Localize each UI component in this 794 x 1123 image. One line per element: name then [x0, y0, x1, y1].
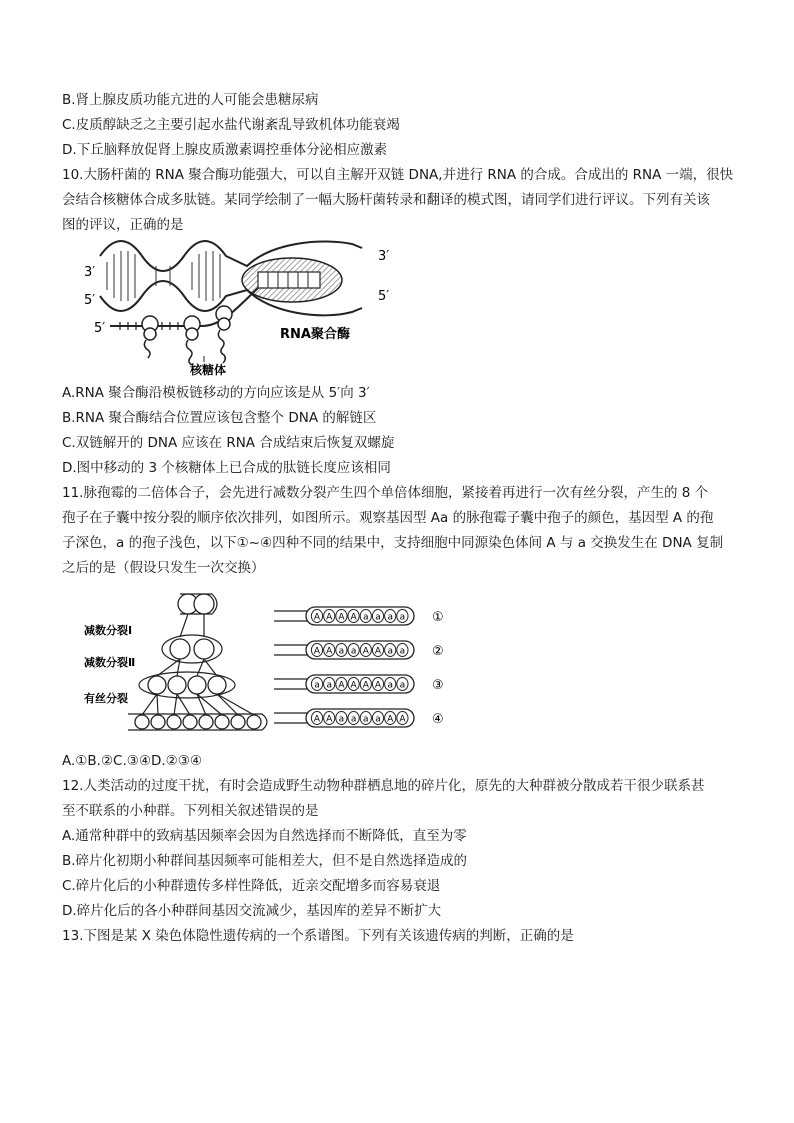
spore-label: a	[338, 714, 345, 725]
q10-option-a: A.RNA 聚合酶沿模板链移动的方向应该是从 5′向 3′	[62, 385, 370, 401]
label-3prime-left: 3′	[84, 265, 96, 280]
spore-label: a	[314, 680, 320, 691]
spore-label: A	[374, 680, 382, 691]
spore-label: a	[399, 612, 406, 623]
spore-label: A	[350, 612, 357, 623]
q9-option-b: B.肾上腺皮质功能亢进的人可能会患糖尿病	[62, 92, 319, 108]
q10-option-d: D.图中移动的 3 个核糖体上已合成的肽链长度应该相同	[62, 460, 391, 476]
spore-label: a	[326, 680, 332, 691]
spore-label: a	[350, 646, 357, 657]
rna-dna-hybrid	[258, 272, 320, 288]
q11-stem-line-4: 之后的是（假设只发生一次交换）	[62, 560, 265, 576]
spore-label: A	[313, 646, 321, 657]
spore-label: a	[375, 612, 381, 623]
transcription-translation-figure	[62, 238, 397, 378]
dna-base-pairs	[107, 251, 220, 301]
q12-option-d: D.碎片化后的各小种群间基因交流减少，基因库的差异不断扩大	[62, 903, 442, 919]
label-ribosome: 核糖体	[190, 363, 227, 377]
asci-group	[274, 607, 444, 727]
q11-options: A.①B.②C.③④D.②③④	[62, 753, 202, 769]
ascus-4	[274, 709, 444, 727]
spore-label: a	[387, 646, 393, 657]
spore-label: a	[387, 680, 393, 691]
ascus-stalk	[274, 679, 308, 689]
q10-option-c: C.双链解开的 DNA 应该在 RNA 合成结束后恢复双螺旋	[62, 435, 395, 451]
q9-option-c: C.皮质醇缺乏之主要引起水盐代谢紊乱导致机体功能衰竭	[62, 117, 400, 133]
spore-label: A	[326, 612, 333, 623]
ascus-stalk	[274, 645, 308, 655]
spore-label: a	[375, 714, 381, 725]
q11-stem-line-1: 11.脉孢霉的二倍体合子，会先进行减数分裂产生四个单倍体细胞，紧接着再进行一次有丝分裂，产生的 8 个	[62, 485, 709, 501]
spore-label: A	[387, 714, 394, 725]
q12-stem-line-2: 至不联系的小种群。下列相关叙述错误的是	[62, 803, 319, 819]
spore-label: A	[338, 680, 345, 691]
ribosome-2	[184, 316, 200, 365]
q10-stem-line-3: 图的评议，正确的是	[62, 217, 184, 233]
ascus-number: ④	[432, 712, 444, 727]
spore-label: A	[399, 714, 406, 725]
label-3prime-right: 3′	[378, 249, 390, 264]
q12-stem-line-1: 12.人类活动的过度干扰，有时会造成野生动物种群栖息地的碎片化，原先的大种群被分散成若干很少联系甚	[62, 778, 705, 794]
spore-label: A	[326, 714, 333, 725]
spore-label: a	[350, 714, 357, 725]
ribosome-1	[142, 316, 158, 358]
spore-label: A	[374, 646, 382, 657]
q9-option-d: D.下丘脑释放促肾上腺皮质激素调控垂体分泌相应激素	[62, 142, 388, 158]
q10-option-b: B.RNA 聚合酶结合位置应该包含整个 DNA 的解链区	[62, 410, 377, 426]
ascus-3	[274, 675, 444, 693]
ascus-stalk	[274, 713, 308, 723]
label-rna-polymerase: RNA聚合酶	[280, 327, 350, 342]
division-arrows	[142, 614, 254, 715]
spore-label: a	[338, 646, 345, 657]
label-meiosis-2: 减数分裂Ⅱ	[84, 656, 136, 669]
spore-label: A	[362, 680, 369, 691]
spore-label: a	[399, 680, 406, 691]
division-envelopes	[128, 594, 267, 730]
q13-stem: 13.下图是某 X 染色体隐性遗传病的一个系谱图。下列有关该遗传病的判断，正确的是	[62, 928, 574, 944]
ascus-2	[274, 641, 444, 659]
spore-label: a	[363, 714, 369, 725]
q11-stem-line-2: 孢子在子囊中按分裂的顺序依次排列，如图所示。观察基因型 Aa 的脉孢霉子囊中孢子的颜色，基因型 A 的孢	[62, 510, 714, 526]
spore-label: A	[362, 646, 369, 657]
q11-stem-line-3: 子深色，a 的孢子浅色，以下①~④四种不同的结果中，支持细胞中同源染色体间 A 与 a 交换发生在 DNA 复制	[62, 535, 724, 551]
spore-label: A	[338, 612, 345, 623]
ascus-stalk	[274, 611, 308, 621]
neurospora-ascus-figure	[62, 590, 462, 745]
q10-stem-line-2: 会结合核糖体合成多肽链。某同学绘制了一幅大肠杆菌转录和翻译的模式图，请同学们进行评议。下列有关该	[62, 192, 710, 208]
ascus-number: ①	[432, 610, 444, 625]
label-5prime-mrna: 5′	[94, 321, 106, 336]
q12-option-b: B.碎片化初期小种群间基因频率可能相差大，但不是自然选择造成的	[62, 853, 468, 869]
ascus-1	[274, 607, 444, 625]
spore-label: a	[399, 646, 406, 657]
spore-label: A	[313, 612, 321, 623]
label-5prime-right: 5′	[378, 289, 390, 304]
spore-label: A	[313, 714, 321, 725]
label-mitosis: 有丝分裂	[84, 692, 128, 705]
q12-option-a: A.通常种群中的致病基因频率会因为自然选择而不断降低，直至为零	[62, 828, 467, 844]
spore-label: a	[387, 612, 393, 623]
q10-stem-line-1: 10.大肠杆菌的 RNA 聚合酶功能强大，可以自主解开双链 DNA,并进行 RNA 的合成。合成出的 RNA 一端，很快	[62, 167, 734, 183]
label-5prime-left: 5′	[84, 293, 96, 308]
ascus-number: ②	[432, 644, 444, 659]
ribosome-3	[216, 306, 232, 363]
spore-label: a	[363, 612, 369, 623]
q12-option-c: C.碎片化后的小种群遗传多样性降低，近亲交配增多而容易衰退	[62, 878, 441, 894]
spore-label: A	[326, 646, 333, 657]
ascus-number: ③	[432, 678, 444, 693]
label-meiosis-1: 减数分裂Ⅰ	[84, 624, 133, 637]
spore-label: A	[350, 680, 357, 691]
